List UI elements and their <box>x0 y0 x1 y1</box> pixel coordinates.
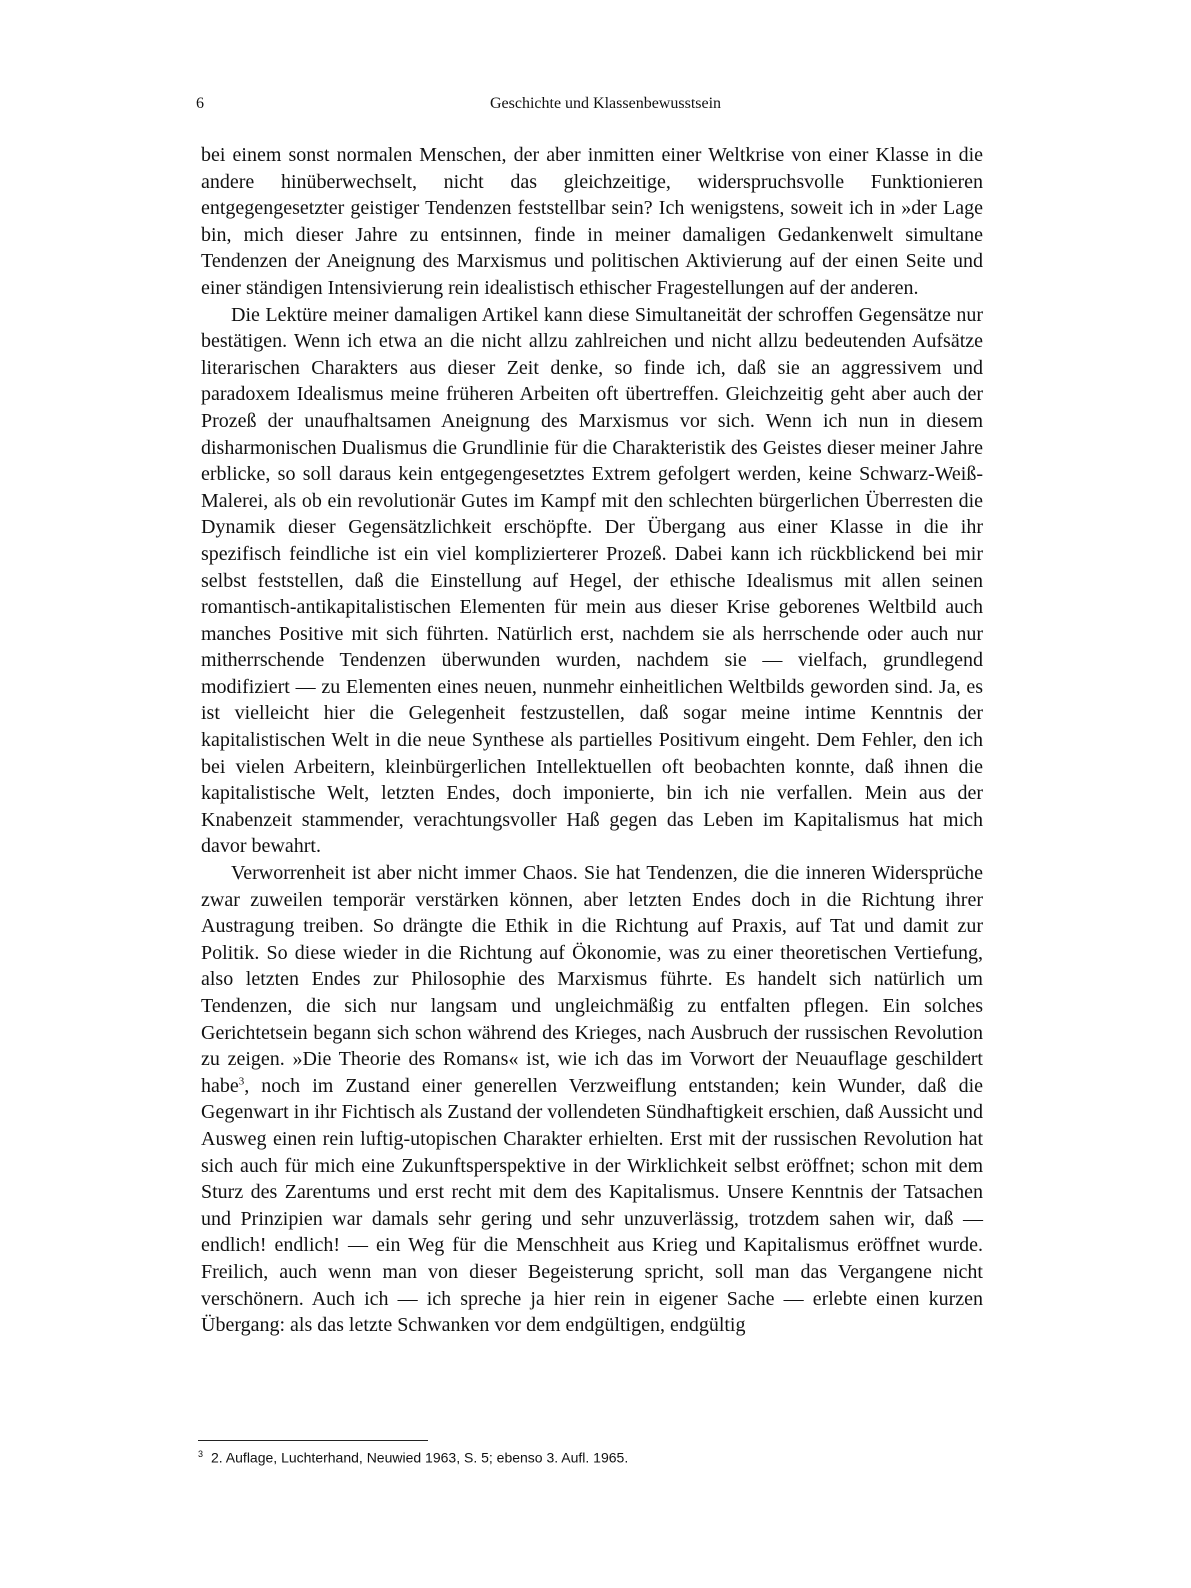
paragraph-2: Die Lektüre meiner damaligen Artikel kann diese Simultaneität der schroffen Gegensätze nur bestätigen. Wenn ich etwa an die nicht allzu zahlreichen und nicht allzu bedeutenden Aufsätze literarischen Charakters aus dieser Zeit denke, so finde ich, daß sie an aggressivem und paradoxem Idealismus meine früheren Arbeiten oft übertreffen. Gleichzeitig geht aber auch der Prozeß der unaufhaltsamen Aneignung des Marxismus vor sich. Wenn ich nun in diesem disharmonischen Dualismus die Grundlinie für die Charakteristik des Geistes dieser meiner Jahre erblicke, so soll daraus kein entgegengesetztes Extrem gefolgert werden, keine Schwarz-Weiß-Malerei, als ob ein revolutionär Gutes im Kampf mit den schlechten bürgerlichen Überresten die Dynamik dieser Gegensätzlichkeit erschöpfte. Der Übergang aus einer Klasse in die ihr spezifisch feindliche ist ein viel komplizierterer Prozeß. Dabei kann ich rückblickend bei mir selbst feststellen, daß die Einstellung auf Hegel, der ethische Idealismus mit allen seinen romantisch-antikapitalistischen Elementen für mein aus dieser Krise geborenes Weltbild auch manches Positive mit sich führten. Natürlich erst, nachdem sie als herrschende oder auch nur mitherrschende Tendenzen überwunden wurden, nachdem sie — vielfach, grundlegend modifiziert — zu Elementen eines neuen, nunmehr einheitlichen Weltbilds geworden sind. Ja, es ist vielleicht hier die Gelegenheit festzustellen, daß sogar meine intime Kenntnis der kapitalistischen Welt in die neue Synthese als partielles Positivum eingeht. Dem Fehler, den ich bei vielen Arbeitern, kleinbürgerlichen Intellektuellen oft beobachten konnte, daß ihnen die kapitalistische Welt, letzten Endes, doch imponierte, bin ich nie verfallen. Mein aus der Knabenzeit stammender, verachtungsvoller Haß gegen das Leben im Kapitalismus hat mich davor bewahrt. <box>201 303 983 858</box>
footnote-rule <box>198 1440 428 1441</box>
paragraph-3 <box>201 860 983 1339</box>
footnote <box>198 1449 628 1466</box>
running-title: Geschichte und Klassenbewusstsein <box>489 95 722 112</box>
paragraph-3-part-1: Verworrenheit ist aber nicht immer Chaos. Sie hat Tendenzen, die die inneren Widersprüche zwar zuweilen temporär verstärken können, aber letzten Endes doch in die Richtung ihrer Austragung treiben. So drängte die Ethik in die Richtung auf Praxis, auf Tat und damit zur Politik. So diese wieder in die Richtung auf Ökonomie, was zu einer theoretischen Vertiefung, also letzten Endes zur Philosophie des Marxismus führte. Es handelt sich natürlich um Tendenzen, die sich nur langsam und ungleichmäßig zu entfalten pflegen. Ein solches Gerichtetsein begann sich schon während des Krieges, nach Ausbruch der russischen Revolution zu zeigen. »Die Theorie des Romans« ist, wie ich das im Vorwort der Neuauflage geschildert habe <box>201 862 983 1097</box>
paragraph-1: bei einem sonst normalen Menschen, der aber inmitten einer Weltkrise von einer Klasse in die andere hinüberwechselt, nicht das gleichzeitige, widerspruchsvolle Funktionieren entgegengesetzter geistiger Tendenzen feststellbar sein? Ich wenigstens, soweit ich in »der Lage bin, mich dieser Jahre zu entsinnen, finde in meiner damaligen Gedankenwelt simultane Tendenzen der Aneignung des Marxismus und politischen Aktivierung auf der einen Seite und einer ständigen Intensivierung rein idealistisch ethischer Fragestellungen auf der anderen. <box>201 144 983 299</box>
footnote-reference[interactable]: 3 <box>238 1075 245 1088</box>
footnote-text: 2. Auflage, Luchterhand, Neuwied 1963, S. 5; ebenso 3. Aufl. 1965. <box>211 1449 629 1466</box>
page-number: 6 <box>196 95 204 112</box>
paragraph-3-part-2: , noch im Zustand einer generellen Verzweiflung entstanden; kein Wunder, daß die Gegenwart in ihr Fichtisch als Zustand der vollendeten Sündhaftigkeit erschien, daß Aussicht und Ausweg einen rein luftig-utopischen Charakter erhielten. Erst mit der russischen Revolution hat sich auch für mich eine Zukunftsperspektive in der Wirklichkeit selbst eröffnet; schon mit dem Sturz des Zarentums und erst recht mit dem des Kapitalismus. Unsere Kenntnis der Tatsachen und Prinzipien war damals sehr gering und sehr unzuverlässig, trotzdem sahen wir, daß — endlich! endlich! — ein Weg für die Menschheit aus Krieg und Kapitalismus eröffnet wurde. Freilich, auch wenn man von dieser Begeisterung spricht, soll man das Vergangene nicht verschönern. Auch ich — ich spreche ja hier rein in eigener Sache — erlebte einen kurzen Übergang: als das letzte Schwanken vor dem endgültigen, endgültig <box>201 1074 983 1337</box>
body-text <box>201 142 983 1339</box>
footnote-mark: 3 <box>198 1449 204 1459</box>
